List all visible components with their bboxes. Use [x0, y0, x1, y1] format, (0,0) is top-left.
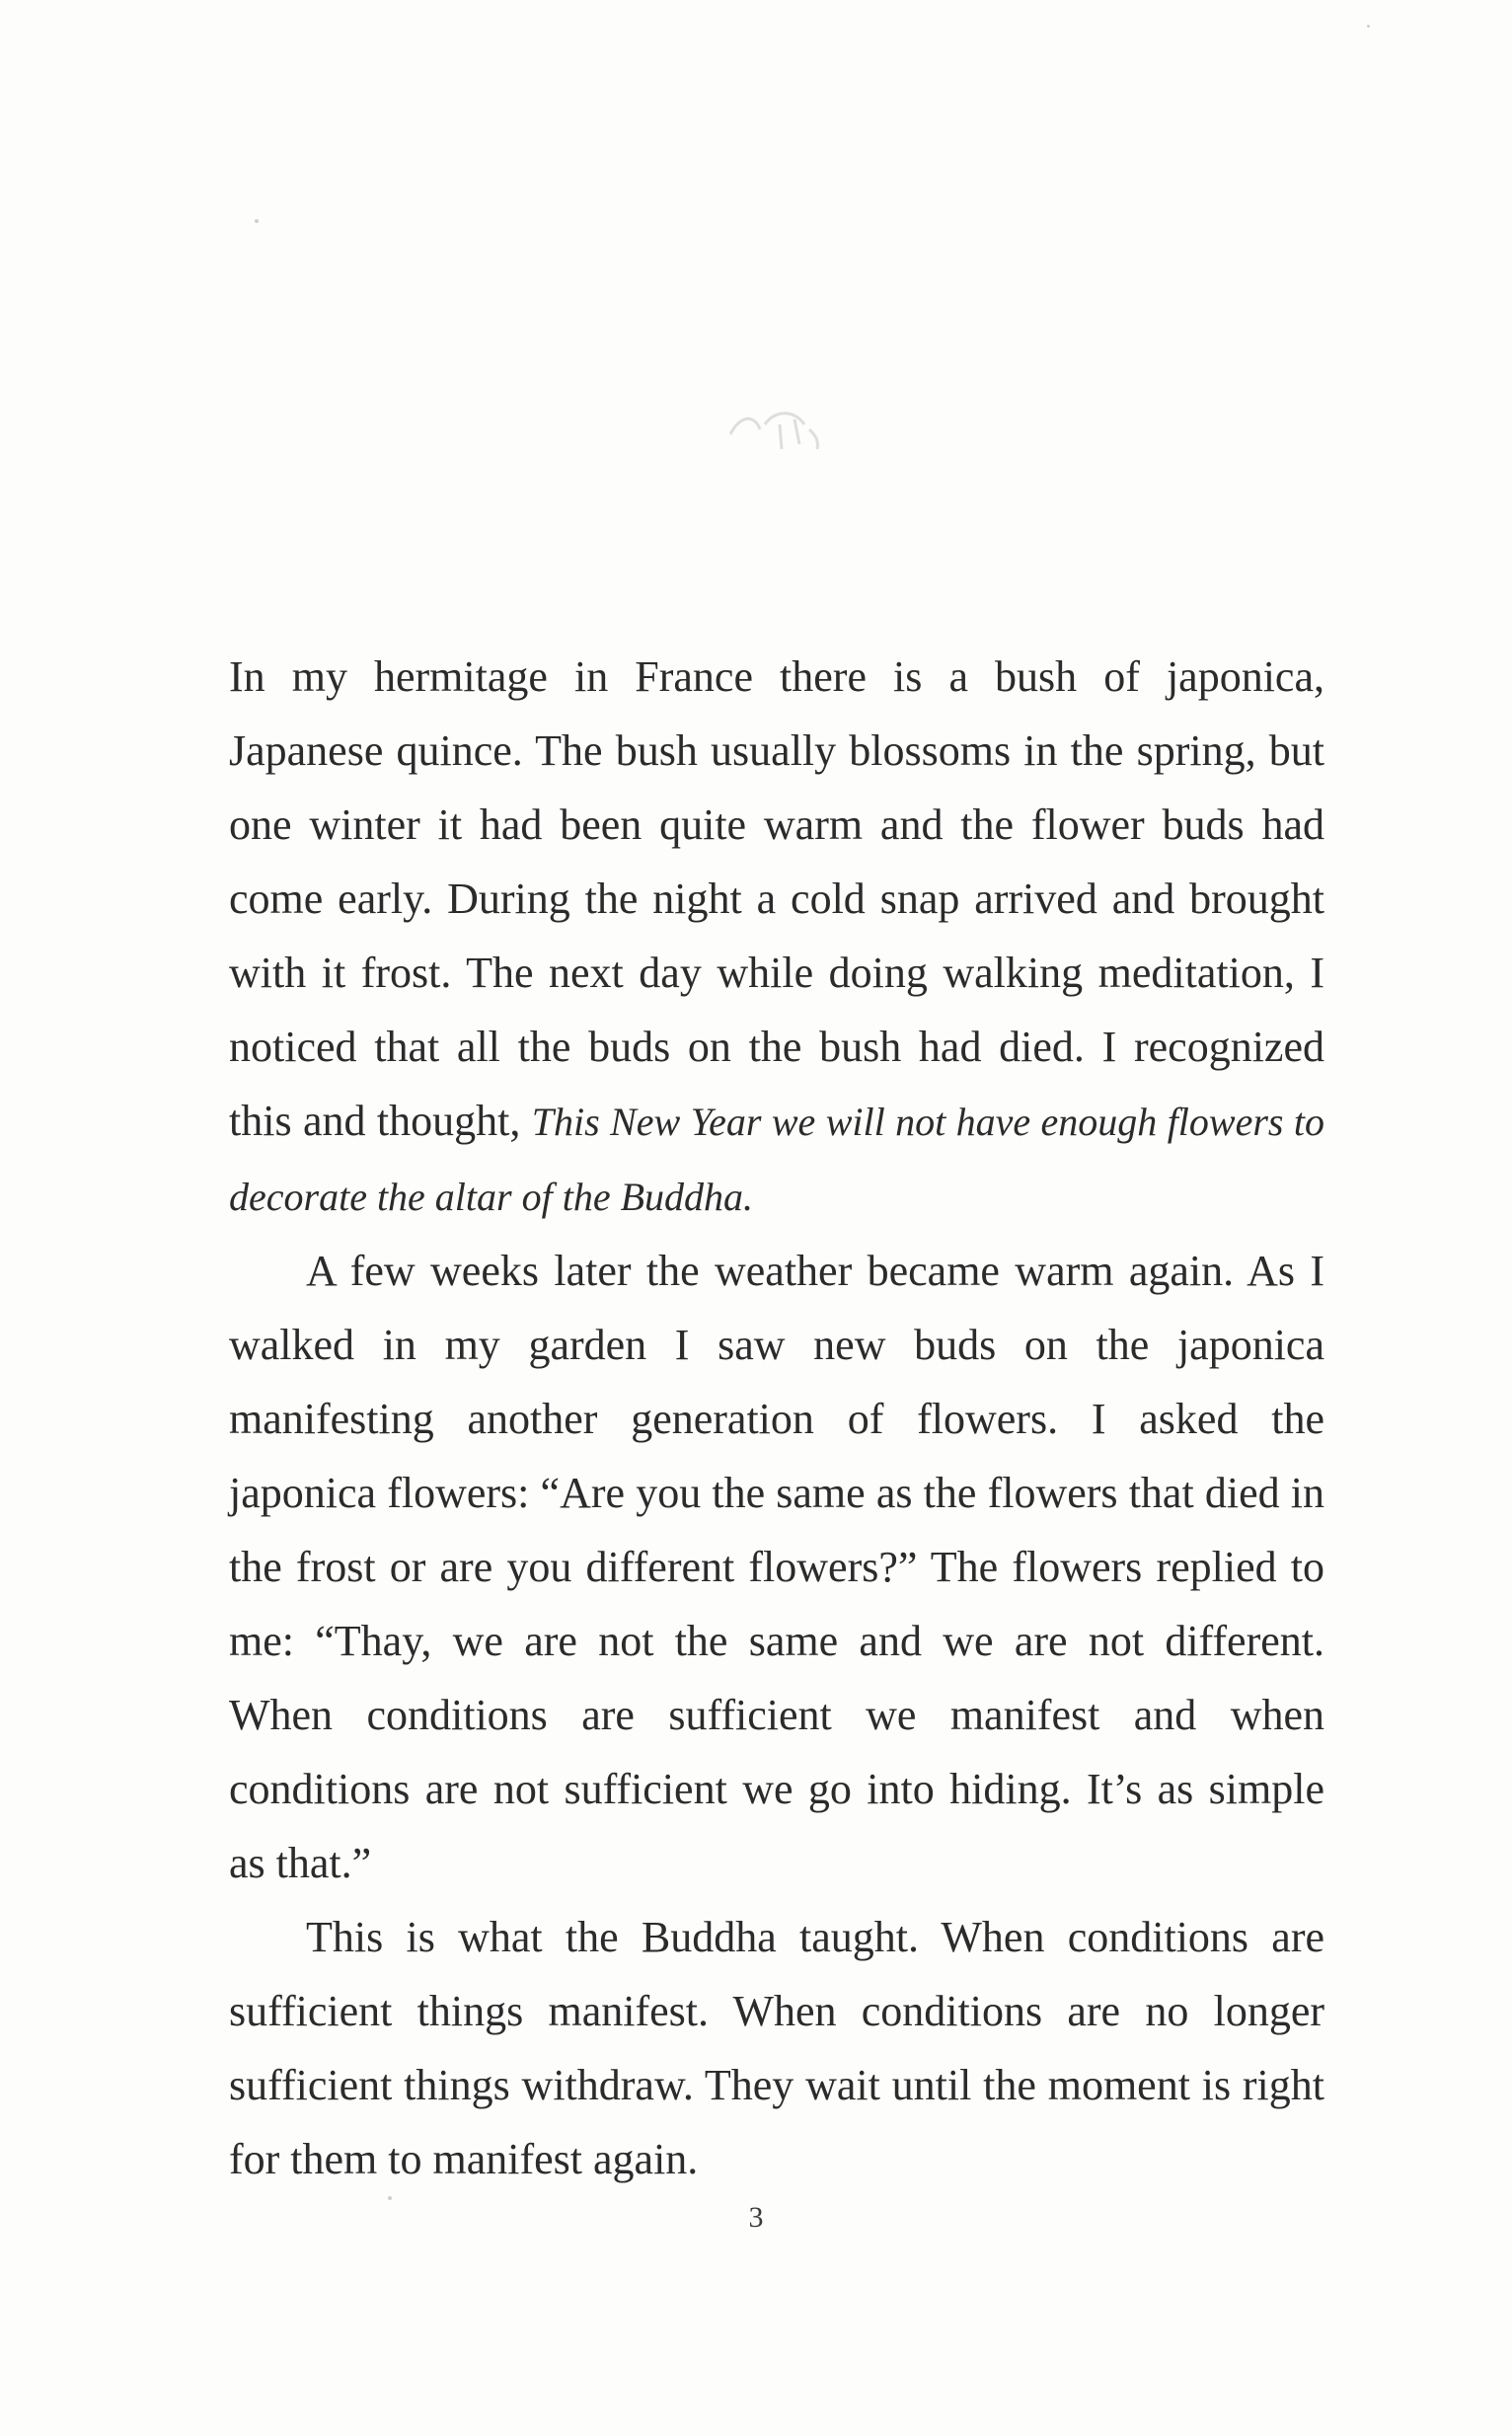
- faint-ornament-icon: [720, 395, 829, 464]
- scan-speck: [1367, 25, 1370, 28]
- scan-speck: [388, 2196, 392, 2200]
- paragraph-1: [229, 640, 1324, 1234]
- paragraph-3: This is what the Buddha taught. When conditions are sufficient things manifest. When conditions are no longer sufficient things withdraw. They wait until the moment is right for them to manifest again.: [229, 1913, 1324, 2183]
- body-text: [229, 640, 1324, 2196]
- page-number: 3: [748, 2201, 764, 2234]
- paragraph-1-italic-thought: This New Year we will not have enough flowers to decorate the altar of the Buddha.: [229, 1100, 1324, 1219]
- scan-speck: [255, 219, 259, 223]
- paragraph-2: A few weeks later the weather became warm again. As I walked in my garden I saw new buds on the japonica manifesting another generation of flowers. I asked the japonica flowers: “Are you the same as the flowers that died in the frost or are you different flowers?” The flowers replied to me: “Thay, we are not the same and we are not different. When conditions are sufficient we manifest and when conditions are not sufficient we go into hiding. It’s as simple as that.”: [229, 1247, 1324, 1887]
- paragraph-1-text: In my hermitage in France there is a bush of japonica, Japanese quince. The bush usually blossoms in the spring, but one winter it had been quite warm and the flower buds had come early. During the night a cold snap arrived and brought with it frost. The next day while doing walking meditation, I noticed that all the buds on the bush had died. I recognized this and thought,: [229, 652, 1324, 1145]
